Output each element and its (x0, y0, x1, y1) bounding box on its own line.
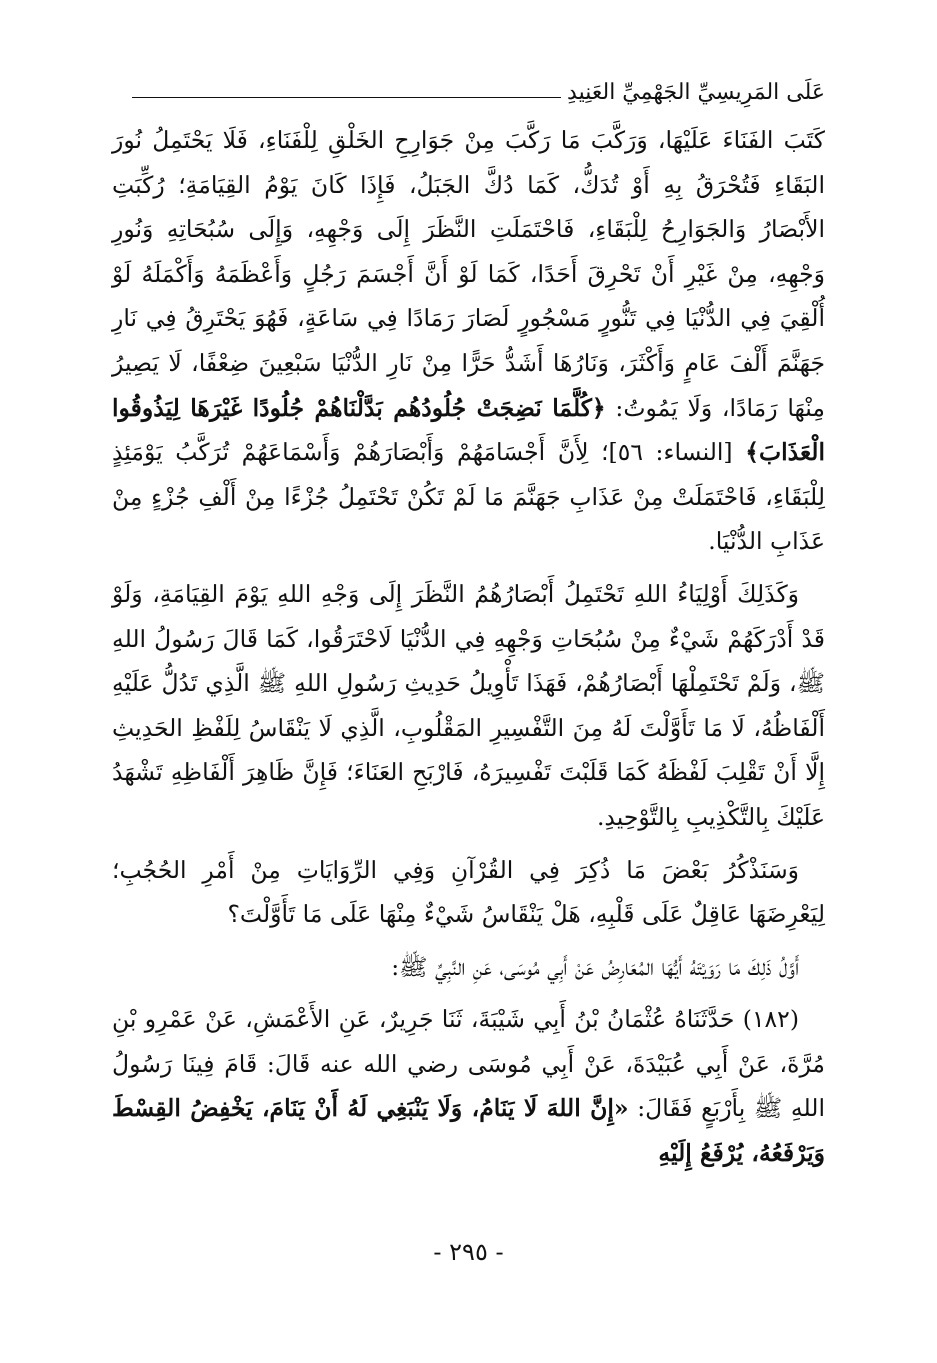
running-head-title: عَلَى المَرِيسِيِّ الجَهْمِيِّ العَنِيدِ (567, 80, 825, 105)
text-line: أَنْ تَقْلِبَ لَفْظَهُ كَمَا قَلَبْتَ تَفْسِيرَهُ، فَارْبَحِ العَنَاءَ؛ فَإِنَّ ظَاهِرَ أَلْفَاظِهِ تَشْهَدُ عَلَيْكَ (112, 758, 825, 831)
text-line: ﷺ، وَلَمْ تَحْتَمِلْهَا أَبْصَارُهُمْ، فَهَذَا تَأْوِيلُ حَدِيثِ رَسُولِ اللهِ ﷺ الَّذِي تَدُلُّ عَلَيْهِ (112, 669, 825, 698)
running-head-rule (132, 97, 561, 98)
paragraph-1 (112, 118, 825, 564)
quran-verse: ﴿كُلَّمَا نَضِجَتْ جُلُودُهُم بَدَّلْنَاهُمْ جُلُودًا غَيْرَهَا لِيَذُوقُوا الْعَذَابَ﴾ (112, 393, 825, 467)
text-line: جَهَنَّمَ مَا لَمْ تَكُنْ تَحْتَمِلُ جُزْءًا مِنْ أَلْفِ جُزْءٍ مِنْ عَذَابِ الدُّنْيَا. (112, 482, 825, 556)
text-line: (١٨٢) حَدَّثَنَاهُ عُثْمَانُ بْنُ أَبِي شَيْبَةَ، ثَنَا جَرِيرٌ، عَنِ الأَعْمَشِ، عَنْ عَمْرِو (144, 1005, 799, 1034)
text-line: بِالتَّكْذِيبِ بِالتَّوْحِيدِ. (596, 802, 769, 831)
text-line: تَنُّورٍ مَسْجُورٍ لَصَارَ رَمَادًا فِي سَاعَةٍ، فَهُوَ يَحْتَرِقُ فِي نَارِ جَهَنَّمَ أَلْفَ عَامٍ وَأَكْثَرَ، (112, 304, 825, 377)
quran-reference: [النساء: ٥٦]؛ لِأَنَّ (557, 438, 746, 467)
hadith-text: «إِنَّ اللهَ لَا يَنَامُ، وَلَا يَنْبَغِي لَهُ أَنْ يَنَامَ، يَخْفِضُ القِسْطَ وَيَرْفَعُهُ، يُرْفَعُ إِلَيْهِ (112, 1094, 825, 1168)
paragraph-4 (112, 945, 825, 990)
text-line: قَدْ أَدْرَكَهُمْ شَيْءٌ مِنْ سُبُحَاتِ وَجْهِهِ فِي الدُّنْيَا لَاحْتَرَقُوا، كَمَا قَالَ رَسُولُ اللهِ (112, 624, 825, 653)
hadith-paragraph (112, 997, 825, 1175)
running-head (132, 74, 825, 108)
page-number: - ٢٩٥ - (433, 1238, 504, 1266)
text-line: وَكَذَلِكَ أَوْلِيَاءُ اللهِ تَحْتَمِلُ أَبْصَارُهُمُ النَّظَرَ إِلَى وَجْهِ اللهِ يَوْمَ القِيَامَةِ، وَلَوْ (112, 579, 799, 608)
text-line: غَيْرِ أَنْ تَحْرِقَ أَحَدًا، كَمَا لَوْ أَنَّ أَجْسَمَ رَجُلٍ وَأَعْظَمَهُ وَأَكْمَلَهُ لَوْ أُلْقِيَ فِي الدُّنْيَا فِي (112, 259, 825, 333)
text-line: لِيَعْرِضَهَا عَاقِلٌ عَلَى قَلْبِهِ، هَلْ يَنْقَاسُ شَيْءٌ مِنْهَا عَلَى مَا تَأَوَّلْتَ؟ (227, 900, 825, 929)
text-line: أَلْفَاظُهُ، لَا مَا تَأَوَّلْتَ لَهُ مِنَ التَّفْسِيرِ المَقْلُوبِ، الَّذِي لَا يَنْقَاسُ لِلَفْظِ الحَدِيثِ إِلَّا (112, 713, 825, 787)
paragraph-3 (112, 848, 825, 937)
text-line: البَقَاءِ فَتُحْرَقُ بِهِ أَوْ تُدَكُّ، كَمَا دُكَّ الجَبَلُ، فَإِذَا كَانَ يَوْمُ القِيَامَةِ؛ رُكِّبَتِ الأَبْصَارُ (112, 170, 825, 244)
text-line: كَتَبَ الفَنَاءَ عَلَيْهَا، وَرَكَّبَ مَا رَكَّبَ مِنْ جَوَارِحِ الخَلْقِ لِلْفَنَاءِ، فَلَا يَحْتَمِلُ نُورَ (112, 126, 825, 154)
text-line: وَنَارُهَا أَشَدُّ حَرًّا مِنْ نَارِ الدُّنْيَا سَبْعِينَ ضِعْفًا، لَا يَصِيرُ مِنْهَا رَمَادًا، وَلَا يَمُوتُ: (112, 348, 825, 422)
text-line: أَجْسَامَهُمْ وَأَبْصَارَهُمْ وَأَسْمَاعَهُمْ تُرَكَّبُ يَوْمَئِذٍ لِلْبَقَاءِ، فَاحْتَمَلَتْ مِنْ عَذَابِ (112, 438, 825, 511)
body-text (112, 118, 825, 1176)
text-line: وَالجَوَارِحُ لِلْبَقَاءِ، فَاحْتَمَلَتِ النَّظَرَ إِلَى وَجْهِهِ، وَإِلَى سُبُحَاتِهِ وَنُورِ وَجْهِهِ، مِنْ (112, 215, 825, 288)
text-line: فَقَالَ: (628, 1094, 693, 1123)
text-line: وَسَنَذْكُرُ بَعْضَ مَا ذُكِرَ فِي القُرْآنِ وَفِي الرِّوَايَاتِ مِنْ أَمْرِ الحُجُبِ؛ (112, 855, 799, 884)
paragraph-2 (112, 572, 825, 840)
text-line: بْنِ مُرَّةَ، عَنْ أَبِي عُبَيْدَةَ، عَنْ أَبِي مُوسَى رضي الله عنه قَالَ: قَامَ فِينَا رَسُولُ اللهِ ﷺ بِأَرْبَعٍ (112, 1005, 825, 1123)
text-line: أَوَّلُ ذَلِكَ مَا رَوَيْتَهُ أَيُّهَا المُعَارِضُ عَنْ أَبِي مُوسَى، عَنِ النَّبِيِّ ﷺ: (391, 952, 799, 981)
